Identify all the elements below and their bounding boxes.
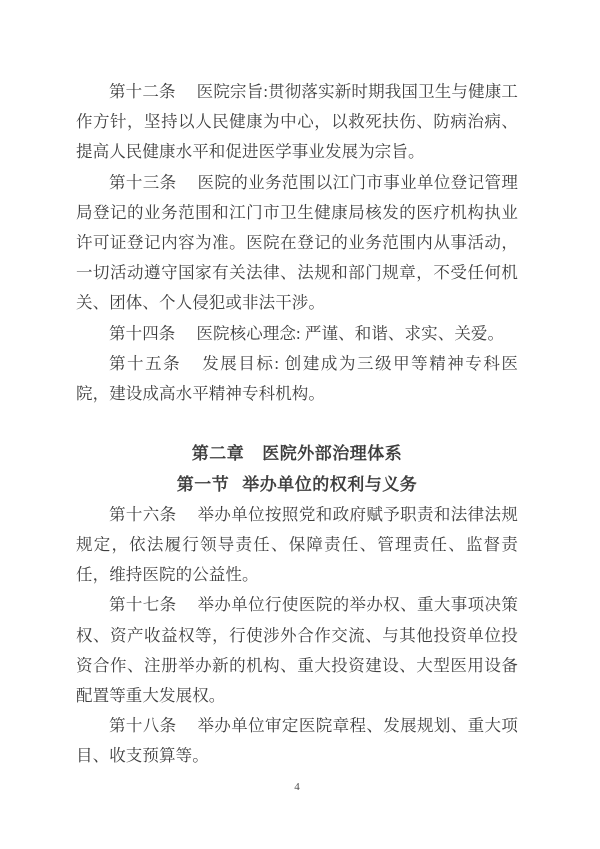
section-title: 举办单位的权利与义务	[242, 474, 418, 494]
page-number: 4	[294, 780, 300, 793]
article-text: 举办单位按照党和政府赋予职责和法律法规规定，依法履行领导责任、保障责任、管理责任、监督责任，维持医院的公益性。	[76, 504, 518, 585]
article-paragraph-14	[76, 319, 518, 349]
article-number: 第十五条	[109, 353, 182, 373]
article-number: 第十六条	[109, 504, 177, 524]
chapter-title: 医院外部治理体系	[262, 444, 403, 464]
article-number: 第十四条	[109, 323, 176, 343]
article-text: 医院核心理念: 严谨、和谐、求实、关爱。	[196, 323, 505, 343]
article-number: 第十七条	[109, 595, 177, 615]
article-number: 第十八条	[109, 716, 177, 736]
article-paragraph-15	[76, 349, 518, 409]
chapter-heading	[76, 439, 518, 469]
article-paragraph-18	[76, 711, 518, 771]
article-number: 第十三条	[109, 172, 177, 192]
article-text: 举办单位行使医院的举办权、重大事项决策权、资产收益权等，行使涉外合作交流、与其他投资单位投资合作、注册举办新的机构、重大投资建设、大型医用设备配置等重大发展权。	[76, 595, 518, 706]
section-heading	[76, 470, 518, 500]
article-number: 第十二条	[109, 82, 176, 101]
article-text: 举办单位审定医院章程、发展规划、重大项目、收支预算等。	[76, 716, 518, 766]
article-paragraph-17	[76, 590, 518, 711]
chapter-label: 第二章	[191, 444, 245, 464]
article-text: 发展目标: 创建成为三级甲等精神专科医院，建设成高水平精神专科机构。	[76, 353, 519, 404]
article-text: 医院宗旨:贯彻落实新时期我国卫生与健康工作方针，坚持以人民健康为中心，以救死扶伤、防病治病、提高人民健康水平和促进医学事业发展为宗旨。	[76, 82, 518, 162]
article-text: 医院的业务范围以江门市事业单位登记管理局登记的业务范围和江门市卫生健康局核发的医疗机构执业许可证登记内容为准。医院在登记的业务范围内从事活动，一切活动遵守国家有关法律、法规和部门规章，不受任何机关、团体、个人侵犯或非法干涉。	[76, 172, 518, 313]
article-paragraph-12	[76, 77, 518, 168]
article-paragraph-16	[76, 500, 518, 591]
article-paragraph-13	[76, 168, 518, 319]
section-label: 第一节	[176, 474, 230, 494]
